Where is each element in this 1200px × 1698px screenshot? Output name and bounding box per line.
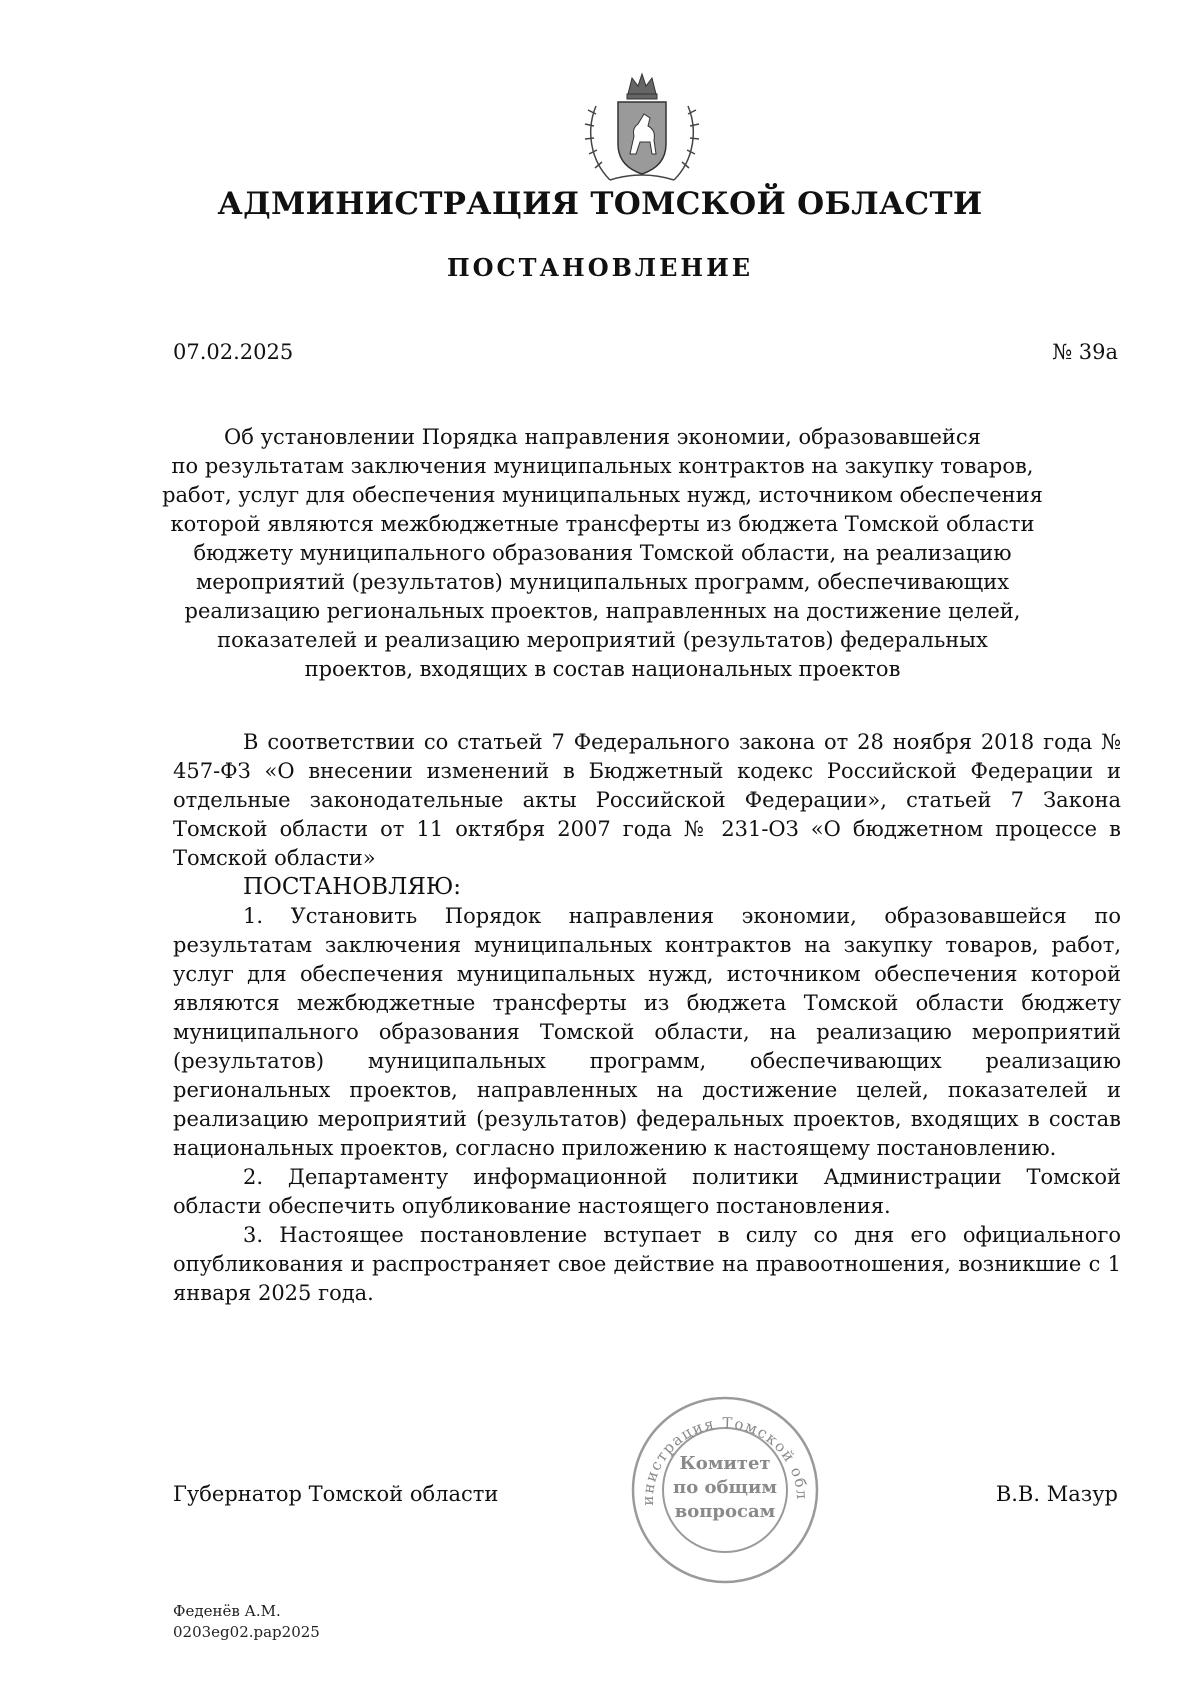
document-body: [173, 728, 1121, 1308]
item-paragraph-1: 1. Установить Порядок направления экономии, образовавшейся по результатам заключения муниципальных контрактов на закупку товаров, работ, услуг для обеспечения муниципальных нужд, источником обеспечения которой являются межбюджетные трансферты из бюджета Томской области бюджету муниципального образования Томской области, на реализацию мероприятий (результатов) муниципальных программ, обеспечивающих реализацию региональных проектов, направленных на достижение целей, показателей и реализацию мероприятий (результатов) федеральных проектов, входящих в состав национальных проектов, согласно приложению к настоящему постановлению.: [173, 904, 1121, 1160]
subject-line: реализацию региональных проектов, направленных на достижение целей,: [184, 599, 1021, 623]
coat-of-arms-emblem: [580, 70, 704, 188]
subject-line: по результатам заключения муниципальных контрактов на закупку товаров,: [171, 454, 1034, 478]
item-paragraph-3: 3. Настоящее постановление вступает в силу со дня его официального опубликования и распространяет свое действие на правоотношения, возникшие с 1 января 2025 года.: [173, 1223, 1121, 1305]
stamp-line: вопросам: [674, 1501, 776, 1522]
subject-line: мероприятий (результатов) муниципальных программ, обеспечивающих: [195, 570, 1010, 594]
subject-line: которой являются межбюджетные трансферты из бюджета Томской области: [170, 512, 1035, 536]
preamble-paragraph: В соответствии со статьей 7 Федерального закона от 28 ноября 2018 года № 457-ФЗ «О внесении изменений в Бюджетный кодекс Российской Федерации и отдельные законодательные акты Российской Федерации», статьей 7 Закона Томской области от 11 октября 2007 года № 231-ОЗ «О бюджетном процессе в Томской области»: [173, 730, 1121, 870]
signatory-name: В.В. Мазур: [995, 1482, 1118, 1506]
document-footer: [173, 1601, 320, 1643]
subject-line: бюджету муниципального образования Томской области, на реализацию: [193, 541, 1012, 565]
document-type-heading: ПОСТАНОВЛЕНИЕ: [446, 253, 754, 282]
document-number: № 39а: [1052, 340, 1118, 364]
subject-line: работ, услуг для обеспечения муниципальных нужд, источником обеспечения: [162, 483, 1043, 507]
subject-line: показателей и реализацию мероприятий (результатов) федеральных: [217, 628, 988, 652]
file-code: 0203eg02.pap2025: [173, 1623, 320, 1641]
stamp-line: по общим: [673, 1477, 777, 1498]
stamp-center-text: [625, 1452, 825, 1524]
item-paragraph-2: 2. Департаменту информационной политики Администрации Томской области обеспечить опубликование настоящего постановления.: [173, 1165, 1121, 1218]
subject-line: проектов, входящих в состав национальных проектов: [304, 657, 901, 681]
signatory-title: Губернатор Томской области: [173, 1482, 499, 1506]
document-subject: [150, 423, 1055, 684]
resolve-heading: ПОСТАНОВЛЯЮ:: [243, 874, 462, 900]
document-date: 07.02.2025: [173, 340, 294, 364]
stamp-line: Комитет: [679, 1453, 771, 1474]
subject-line: Об установлении Порядка направления экономии, образовавшейся: [224, 425, 981, 449]
executor-name: Феденёв А.М.: [173, 1602, 281, 1620]
official-stamp: [625, 1390, 825, 1590]
stamp-ring-text: инистрация Томской обл: [638, 1413, 812, 1506]
organization-title: АДМИНИСТРАЦИЯ ТОМСКОЙ ОБЛАСТИ: [217, 186, 983, 222]
